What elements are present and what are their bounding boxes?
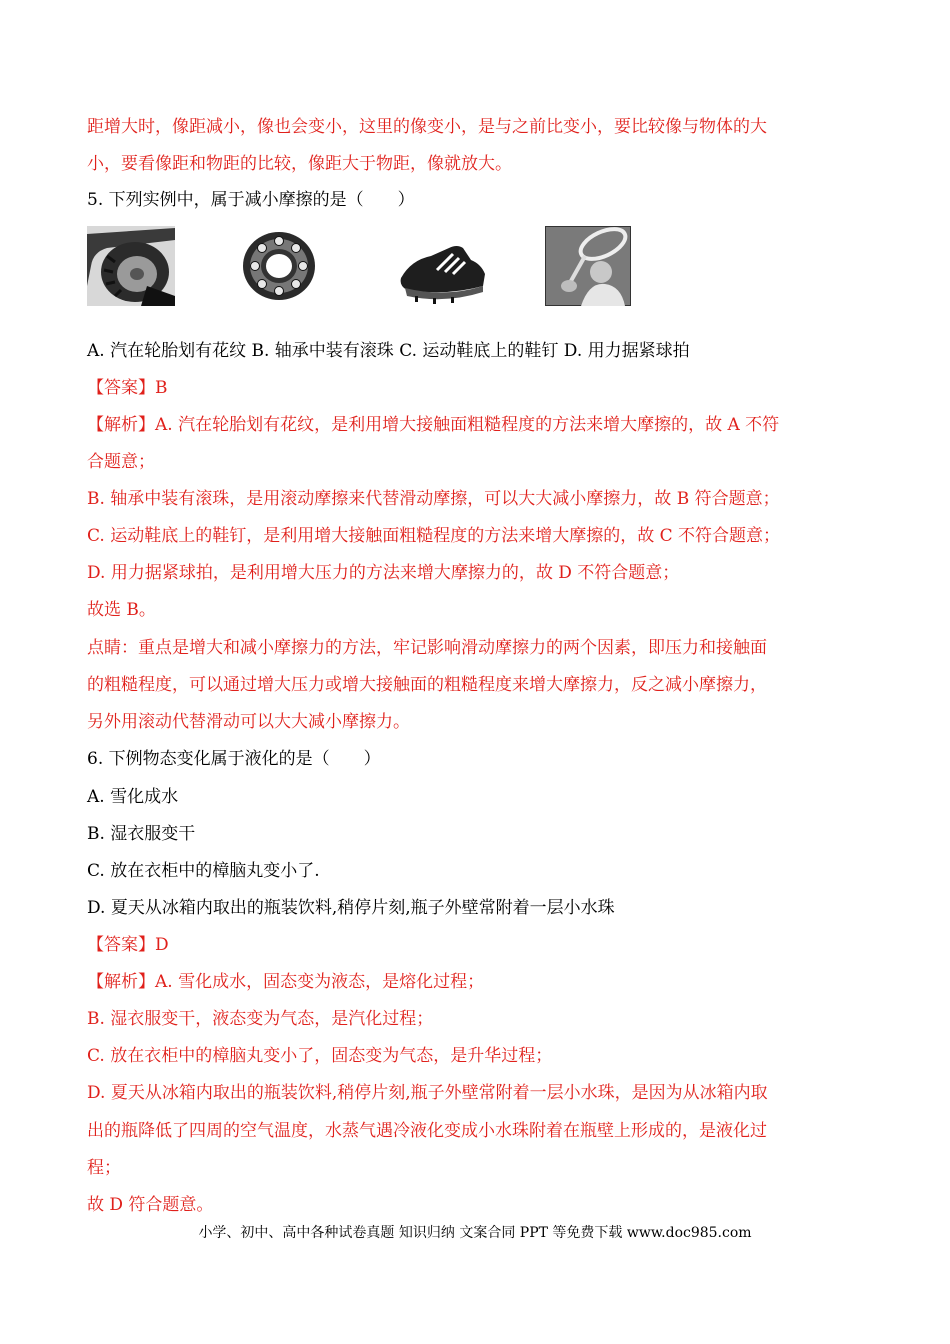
analysis-line: B. 湿衣服变干，液态变为气态，是汽化过程；: [87, 1009, 434, 1029]
analysis-line: 【解析】A. 雪化成水，固态变为液态，是熔化过程；: [87, 972, 485, 992]
analysis-line: 出的瓶降低了四周的空气温度，水蒸气遇冷液化变成小水珠附着在瓶壁上形成的，是液化过: [87, 1121, 767, 1141]
analysis-line: 故选 B。: [87, 600, 156, 620]
analysis-line: C. 运动鞋底上的鞋钉，是利用增大接触面粗糙程度的方法来增大摩擦的，故 C 不符合题意；: [87, 526, 781, 546]
text-line: 距增大时，像距减小，像也会变小，这里的像变小，是与之前比变小，要比较像与物体的大: [87, 117, 767, 137]
analysis-line: C. 放在衣柜中的樟脑丸变小了，固态变为气态，是升华过程；: [87, 1046, 553, 1066]
question-6: 6. 下例物态变化属于液化的是（ ）: [87, 749, 381, 769]
analysis-line: B. 轴承中装有滚珠，是用滚动摩擦来代替滑动摩擦，可以大大减小摩擦力，故 B 符合题意；: [87, 489, 780, 509]
option-a: A. 雪化成水: [87, 787, 179, 807]
option-d: D. 夏天从冰箱内取出的瓶装饮料,稍停片刻,瓶子外壁常附着一层小水珠: [87, 898, 615, 918]
analysis-line: 【解析】A. 汽在轮胎划有花纹，是利用增大接触面粗糙程度的方法来增大摩擦的，故 A 不符: [87, 415, 780, 435]
answer-5: 【答案】B: [87, 378, 168, 398]
analysis-line: 故 D 符合题意。: [87, 1195, 214, 1215]
analysis-line: 合题意；: [87, 452, 155, 472]
tip-line: 的粗糙程度，可以通过增大压力或增大接触面的粗糙程度来增大摩擦力，反之减小摩擦力，: [87, 675, 767, 695]
bearing-image: [239, 226, 319, 306]
question-5: 5. 下列实例中，属于减小摩擦的是（ ）: [87, 190, 415, 210]
analysis-line: D. 夏天从冰箱内取出的瓶装饮料,稍停片刻,瓶子外壁常附着一层小水珠，是因为从冰箱内取: [87, 1083, 768, 1103]
text-line: 小，要看像距和物距的比较，像距大于物距，像就放大。: [87, 154, 512, 174]
option-c: C. 放在衣柜中的樟脑丸变小了.: [87, 861, 320, 881]
question-5-figures: [87, 226, 647, 308]
spike-shoe-image: [397, 226, 489, 306]
tire-image: [87, 226, 175, 306]
analysis-line: 程；: [87, 1158, 121, 1178]
tip-line: 另外用滚动代替滑动可以大大减小摩擦力。: [87, 712, 410, 732]
option-b: B. 湿衣服变干: [87, 824, 196, 844]
answer-6: 【答案】D: [87, 935, 169, 955]
page-footer: 小学、初中、高中各种试卷真题 知识归纳 文案合同 PPT 等免费下载 www.doc985.com: [198, 1225, 752, 1241]
question-5-options: A. 汽在轮胎划有花纹 B. 轴承中装有滚珠 C. 运动鞋底上的鞋钉 D. 用力据紧球拍: [87, 341, 690, 361]
tip-line: 点睛：重点是增大和减小摩擦力的方法，牢记影响滑动摩擦力的两个因素，即压力和接触面: [87, 638, 767, 658]
analysis-line: D. 用力据紧球拍，是利用增大压力的方法来增大摩擦力的，故 D 不符合题意；: [87, 563, 680, 583]
racket-grip-image: [545, 226, 631, 306]
